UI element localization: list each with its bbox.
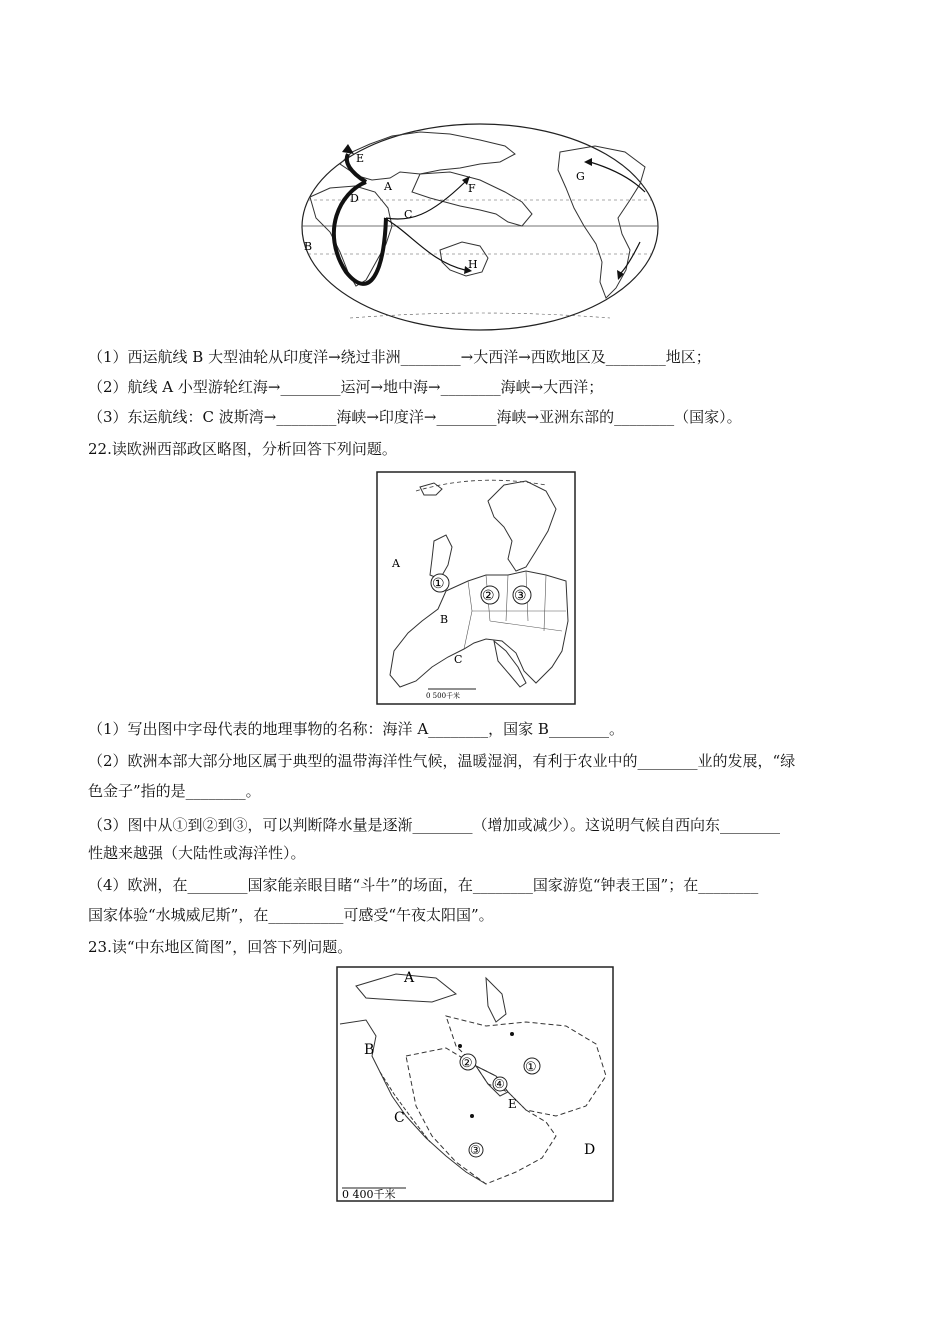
route-g bbox=[590, 162, 645, 192]
map2-label-2: ② bbox=[482, 588, 495, 604]
q23-title: 23.读“中东地区简图”，回答下列问题。 bbox=[88, 938, 353, 956]
q22-line-4: （3）图中从①到②到③，可以判断降水量是逐渐________（增加或减少）。这说明气候自西向东________ bbox=[88, 816, 781, 834]
asia-outline bbox=[412, 172, 532, 226]
q21-line-2: （2）航线 A 小型游轮红海→________运河→地中海→________海峡→大西洋； bbox=[88, 378, 604, 396]
map1-label-f: F bbox=[468, 182, 476, 195]
western-europe-map bbox=[376, 471, 576, 705]
q22-line-1: （1）写出图中字母代表的地理事物的名称：海洋 A________，国家 B________。 bbox=[88, 720, 624, 738]
map3-label-e: E bbox=[508, 1097, 517, 1111]
map3-label-a: A bbox=[404, 970, 415, 986]
route-b-around-africa bbox=[334, 182, 386, 284]
europe-outline bbox=[340, 132, 515, 180]
map2-label-1: ① bbox=[432, 576, 445, 592]
map3-label-c: C bbox=[394, 1110, 405, 1126]
map3-label-4: ④ bbox=[494, 1077, 505, 1091]
map3-scale: 0 400千米 bbox=[342, 1188, 396, 1201]
map2-label-a: A bbox=[392, 557, 400, 570]
map3-label-d: D bbox=[584, 1142, 596, 1158]
world-oil-routes-map bbox=[300, 122, 660, 332]
q22-title: 22.读欧洲西部政区略图，分析回答下列问题。 bbox=[88, 440, 397, 458]
q22-line-6: （4）欧洲，在________国家能亲眼目睹“斗牛”的场面，在________国家游览“钟表王国”；在________ bbox=[88, 876, 759, 894]
q22-line-2: （2）欧洲本部大部分地区属于典型的温带海洋性气候，温暖湿润，有利于农业中的________业的发展，“绿 bbox=[88, 752, 796, 770]
map2-label-3: ③ bbox=[514, 588, 527, 604]
q21-line-3: （3）东运航线：C 波斯湾→________海峡→印度洋→________海峡→亚洲东部的________（国家）。 bbox=[88, 408, 742, 426]
map2-label-c: C bbox=[454, 653, 463, 666]
q22-line-5: 性越来越强（大陆性或海洋性）。 bbox=[88, 844, 306, 862]
q21-line-1: （1）西运航线 B 大型油轮从印度洋→绕过非洲________→大西洋→西欧地区及________地区； bbox=[88, 348, 711, 366]
map1-label-h: H bbox=[468, 258, 478, 271]
americas-outline bbox=[558, 146, 645, 298]
australia-outline bbox=[440, 242, 488, 276]
q22-line-7: 国家体验“水城威尼斯”，在__________可感受“午夜太阳国”。 bbox=[88, 906, 494, 924]
map2-scale: 0 500千米 bbox=[426, 692, 461, 700]
map1-label-c: C bbox=[404, 208, 413, 221]
map1-label-e: E bbox=[356, 152, 365, 165]
map1-label-a: A bbox=[384, 180, 392, 193]
map1-label-d: D bbox=[350, 192, 359, 205]
route-south-america bbox=[620, 242, 640, 274]
map3-label-2: ② bbox=[461, 1056, 473, 1071]
q22-line-3: 色金子”指的是________。 bbox=[88, 782, 261, 800]
map3-label-b: B bbox=[364, 1042, 375, 1058]
map3-label-1: ① bbox=[525, 1060, 537, 1075]
map2-label-b: B bbox=[440, 613, 449, 626]
map3-frame bbox=[337, 967, 613, 1201]
map1-label-b: B bbox=[304, 240, 313, 253]
map3-label-3: ③ bbox=[470, 1143, 481, 1157]
route-f bbox=[386, 182, 465, 219]
map1-label-g: G bbox=[576, 170, 585, 183]
middle-east-map bbox=[336, 966, 614, 1202]
